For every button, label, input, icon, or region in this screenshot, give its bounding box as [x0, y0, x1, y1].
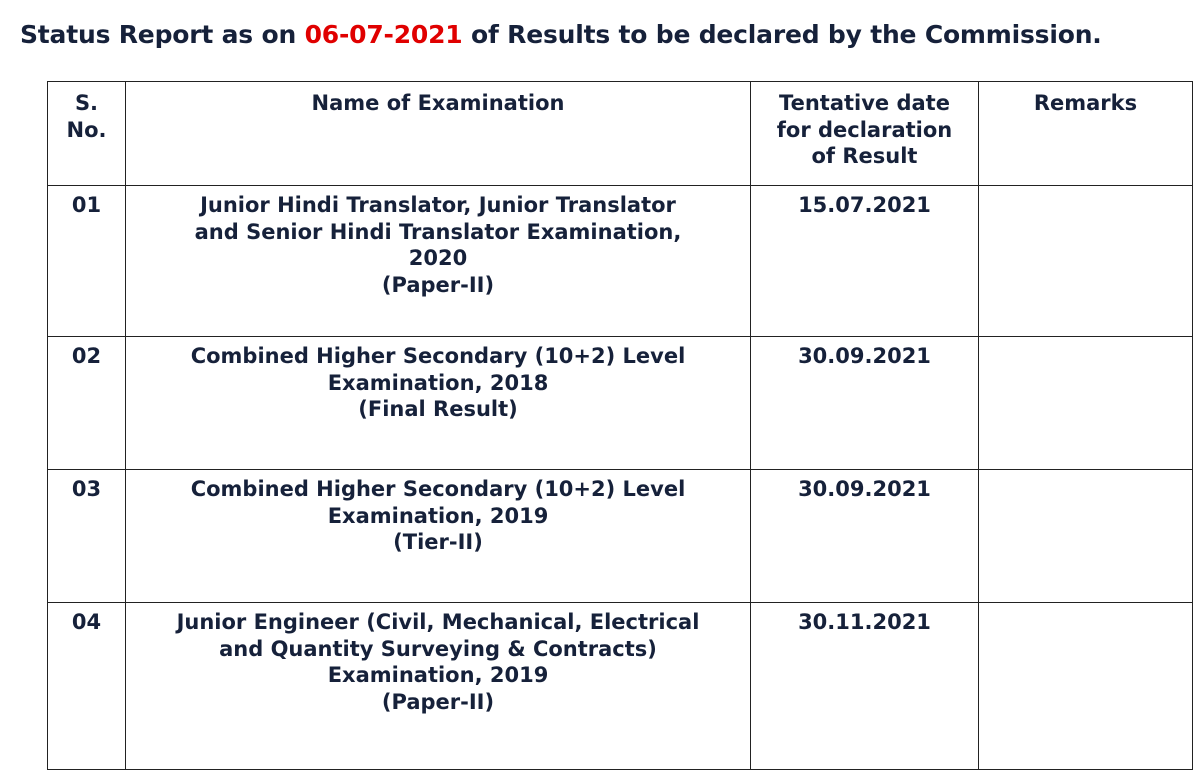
exam-name-line: Examination, 2019	[327, 663, 549, 688]
cell-remarks	[979, 470, 1193, 603]
exam-name-line: Junior Hindi Translator, Junior Translator	[200, 193, 676, 217]
exam-name-line: (Final Result)	[358, 397, 518, 422]
column-header-serial-line1: S.	[74, 91, 99, 115]
cell-remarks	[979, 337, 1193, 470]
column-header-serial-number	[48, 82, 126, 186]
cell-exam-name	[126, 603, 751, 770]
table-row	[48, 470, 1193, 603]
column-header-date-line1: Tentative date	[779, 91, 950, 115]
exam-name-line: (Tier-II)	[393, 530, 483, 555]
column-header-remarks: Remarks	[979, 82, 1193, 186]
page-title-suffix: of Results to be declared by the Commission.	[462, 20, 1102, 49]
cell-serial-number: 04	[48, 603, 126, 770]
column-header-date-line3: of Result	[811, 144, 918, 169]
cell-serial-number: 03	[48, 470, 126, 603]
exam-name-line: (Paper-II)	[381, 272, 495, 297]
table-header	[48, 82, 1193, 186]
cell-serial-number: 02	[48, 337, 126, 470]
page-title-prefix: Status Report as on	[20, 20, 305, 49]
page-title	[20, 20, 1180, 49]
column-header-exam-name: Name of Examination	[126, 82, 751, 186]
exam-name-line: Examination, 2018	[327, 370, 549, 395]
cell-remarks	[979, 186, 1193, 337]
column-header-tentative-date	[751, 82, 979, 186]
table-row	[48, 186, 1193, 337]
exam-name-line: 2020	[408, 246, 468, 271]
cell-exam-name	[126, 337, 751, 470]
cell-serial-number: 01	[48, 186, 126, 337]
exam-name-line: Combined Higher Secondary (10+2) Level	[190, 344, 686, 368]
exam-name-line: (Paper-II)	[381, 689, 495, 714]
cell-exam-name	[126, 186, 751, 337]
cell-tentative-date: 30.09.2021	[751, 470, 979, 603]
exam-name-line: Junior Engineer (Civil, Mechanical, Electrical	[176, 610, 700, 634]
cell-tentative-date: 30.11.2021	[751, 603, 979, 770]
column-header-serial-line2: No.	[66, 117, 107, 142]
exam-name-line: Combined Higher Secondary (10+2) Level	[190, 477, 686, 501]
report-date: 06-07-2021	[304, 20, 463, 49]
exam-name-line: Examination, 2019	[327, 503, 549, 528]
exam-name-line: and Quantity Surveying & Contracts)	[219, 636, 657, 661]
table-header-row	[48, 82, 1193, 186]
results-table	[47, 81, 1193, 770]
table-row	[48, 337, 1193, 470]
cell-tentative-date: 15.07.2021	[751, 186, 979, 337]
table-row	[48, 603, 1193, 770]
exam-name-line: and Senior Hindi Translator Examination,	[194, 219, 682, 244]
column-header-date-line2: for declaration	[776, 117, 953, 142]
table-body	[48, 186, 1193, 770]
cell-tentative-date: 30.09.2021	[751, 337, 979, 470]
cell-remarks	[979, 603, 1193, 770]
cell-exam-name	[126, 470, 751, 603]
